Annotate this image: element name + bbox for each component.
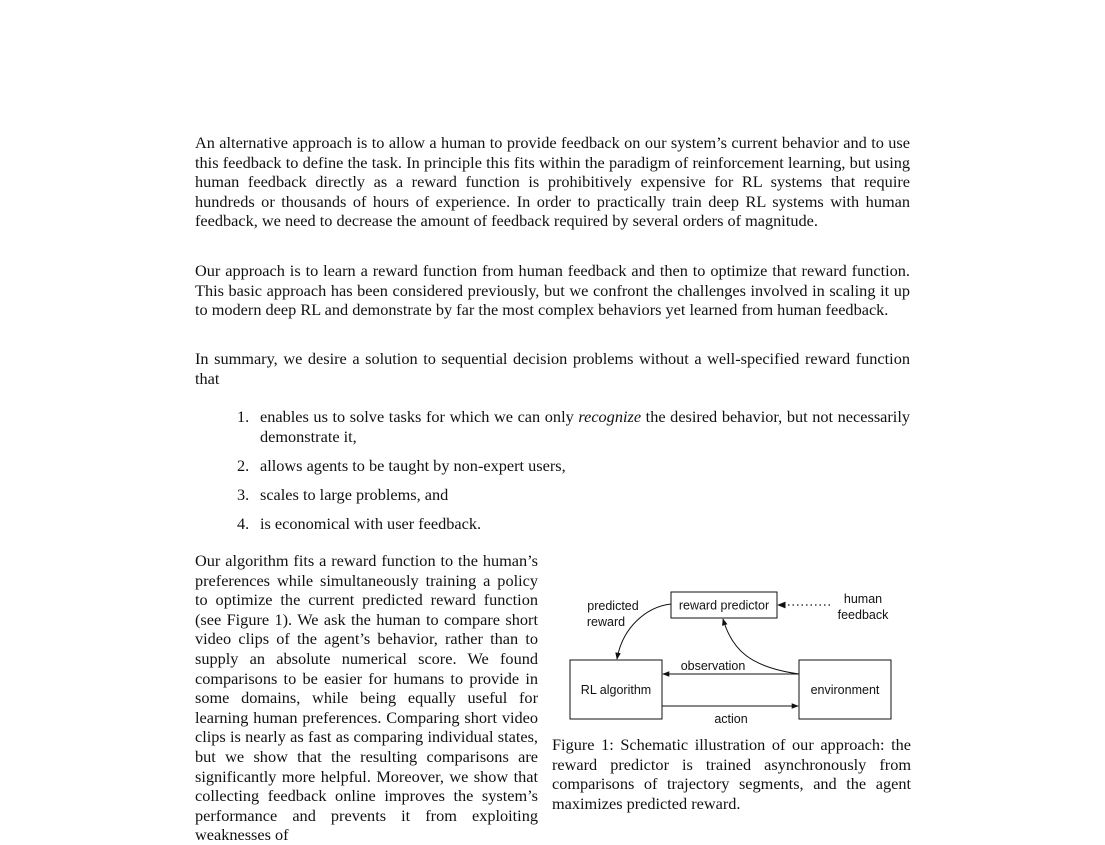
list-number: 2.	[237, 455, 250, 475]
list-text: allows agents to be taught by non-expert users,	[260, 455, 566, 475]
list-item	[195, 407, 910, 446]
list-text: enables us to solve tasks for which we can only	[260, 407, 579, 426]
action-label: action	[714, 712, 748, 726]
human-label-1: human	[843, 592, 883, 606]
environment-label: environment	[810, 683, 880, 697]
paragraph-our-approach: Our approach is to learn a reward function from human feedback and then to optimize that reward function. This basic approach has been considered previously, but we confront the challenges involved in scaling it up to modern deep RL and demonstrate by far the most complex behaviors yet learned from human feedback.	[195, 261, 910, 320]
list-item	[195, 485, 910, 505]
human-label-2: feedback	[837, 608, 889, 622]
schematic-diagram	[550, 585, 895, 730]
paragraph-summary: In summary, we desire a solution to sequential decision problems without a well-specified reward function that	[195, 349, 910, 388]
figure-caption: Figure 1: Schematic illustration of our approach: the reward predictor is trained asynchronously from comparisons of trajectory segments, and the agent maximizes predicted reward.	[552, 735, 911, 813]
requirements-list	[195, 407, 910, 544]
predicted-label-1: predicted	[587, 599, 639, 613]
paragraph-algorithm: Our algorithm fits a reward function to the human’s preferences while simultaneously training a policy to optimize the current predicted reward function (see Figure 1). We ask the human to compare short video clips of the agent’s behavior, rather than to supply an absolute numerical score. We found comparisons to be easier for humans to provide in some domains, while being equally useful for learning human preferences. Comparing short video clips is nearly as fast as comparing individual states, but we show that the resulting comparisons are significantly more helpful. Moreover, we show that collecting feedback online improves the system’s performance and prevents it from exploiting weaknesses of	[195, 551, 538, 845]
list-text: scales to large problems, and	[260, 485, 449, 505]
list-number: 1.	[237, 407, 250, 426]
rl-algorithm-label: RL algorithm	[580, 683, 652, 697]
predicted-label-2: reward	[586, 615, 626, 629]
list-text: is economical with user feedback.	[260, 514, 482, 534]
figure-schematic	[550, 585, 895, 730]
list-item	[195, 514, 910, 534]
paragraph-alternative-approach: An alternative approach is to allow a human to provide feedback on our system’s current behavior and to use this feedback to define the task. In principle this fits within the paradigm of reinforcement learning, but using human feedback directly as a reward function is prohibitively expensive for RL systems that require hundreds or thousands of hours of experience. In order to practically train deep RL systems with human feedback, we need to decrease the amount of feedback required by several orders of magnitude.	[195, 133, 910, 231]
list-item	[195, 456, 910, 476]
list-emphasis: recognize	[578, 407, 642, 426]
observation-label: observation	[680, 659, 746, 673]
list-text-after: the desired behavior, but not necessarily demonstrate it,	[260, 407, 910, 446]
list-number: 4.	[237, 514, 250, 534]
reward-predictor-label: reward predictor	[678, 598, 770, 613]
list-number: 3.	[237, 485, 250, 505]
